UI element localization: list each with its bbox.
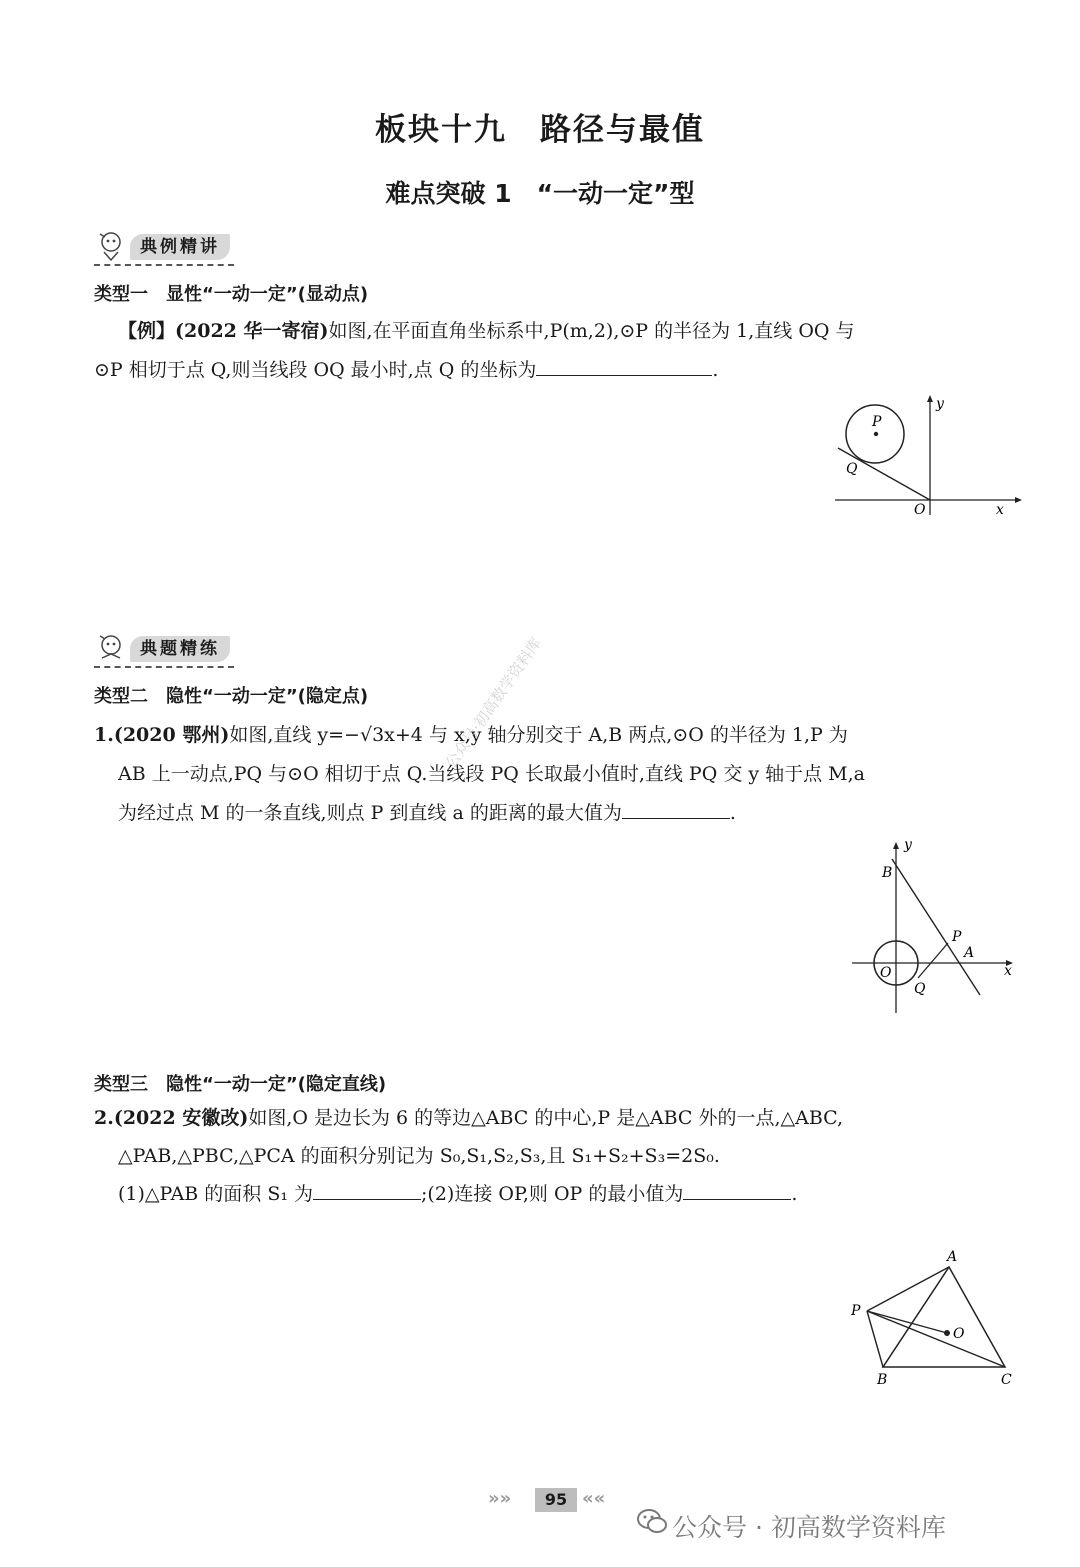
problem-text: 如图,在平面直角坐标系中,P(m,2),⊙P 的半径为 1,直线 OQ 与 — [328, 320, 855, 342]
type2-heading: 类型二 隐性“一动一定”(隐定点) — [94, 686, 369, 707]
label-b: B — [877, 1372, 888, 1388]
problem-text: 如图,O 是边长为 6 的等边△ABC 的中心,P 是△ABC 外的一点,△ABC, — [248, 1107, 844, 1129]
faint-watermark: 公众号·初高数学资料库 — [441, 634, 546, 772]
type3-problem-line2: △PAB,△PBC,△PCA 的面积分别记为 S₀,S₁,S₂,S₃,且 S₁+S₂+S₃=2S₀. — [118, 1145, 720, 1167]
question-2: ;(2)连接 OP,则 OP 的最小值为 — [421, 1183, 684, 1205]
problem-number: 1. — [94, 724, 114, 746]
type2-problem-line2: AB 上一动点,PQ 与⊙O 相切于点 Q.当线段 PQ 长取最小值时,直线 PQ 交 y 轴于点 M,a — [118, 763, 866, 785]
point-o — [944, 1330, 950, 1336]
mascot-icon — [94, 230, 130, 264]
type3-heading: 类型三 隐性“一动一定”(隐定直线) — [94, 1074, 387, 1095]
page-title: 板块十九 路径与最值 — [375, 112, 705, 148]
problem-text: 为经过点 M 的一条直线,则点 P 到直线 a 的距离的最大值为 — [118, 802, 622, 824]
period: . — [712, 359, 719, 381]
label-y: y — [936, 396, 944, 412]
label-b: B — [882, 865, 893, 881]
answer-blank-2[interactable] — [683, 1179, 791, 1200]
example-label: 【例】 — [118, 320, 176, 342]
problem-source: (2022 华一寄宿) — [175, 320, 329, 342]
problem-text: 如图,直线 y=−√3x+4 与 x,y 轴分别交于 A,B 两点,⊙O 的半径为 1,P 为 — [229, 724, 848, 746]
practice-banner — [94, 632, 254, 668]
line-ab — [892, 859, 980, 995]
type3-problem — [94, 1099, 1034, 1138]
banner-divider — [94, 666, 234, 668]
triangle-abc — [883, 1267, 1005, 1367]
label-q: Q — [914, 981, 926, 997]
figure-circle-tangent — [830, 390, 1030, 520]
point-p — [874, 432, 878, 436]
banner-divider — [94, 264, 234, 266]
y-arrow-icon — [893, 842, 899, 849]
type1-problem — [118, 312, 1018, 351]
answer-blank-1[interactable] — [313, 1179, 421, 1200]
segment-pb — [867, 1311, 883, 1367]
problem-number: 2. — [94, 1107, 114, 1129]
example-banner — [94, 230, 254, 266]
page-arrows-right: «« — [582, 1488, 606, 1509]
wechat-icon — [636, 1506, 668, 1536]
type2-problem — [94, 716, 1034, 755]
y-arrow-icon — [927, 395, 933, 402]
label-c: C — [1001, 1372, 1012, 1388]
label-o: O — [953, 1326, 965, 1342]
label-x: x — [996, 502, 1004, 518]
page-number: 95 — [535, 1488, 577, 1512]
label-p: P — [952, 929, 962, 945]
label-x: x — [1004, 963, 1012, 979]
period: . — [729, 802, 736, 824]
example-banner-label: 典例精讲 — [130, 234, 230, 260]
type3-questions — [118, 1175, 1018, 1214]
problem-text: ⊙P 相切于点 Q,则当线段 OQ 最小时,点 Q 的坐标为 — [94, 359, 537, 381]
page-arrows-left: »» — [488, 1488, 512, 1509]
label-o: O — [880, 965, 892, 981]
label-y: y — [904, 837, 912, 853]
period: . — [791, 1183, 798, 1205]
watermark-text: 公众号 · 初高数学资料库 — [672, 1513, 946, 1542]
label-a: A — [964, 945, 975, 961]
answer-blank[interactable] — [622, 798, 730, 819]
figure-line-circle — [848, 835, 1028, 1020]
x-arrow-icon — [1015, 497, 1022, 503]
type2-problem-line3 — [118, 794, 1018, 833]
label-p: P — [872, 414, 882, 430]
problem-source: (2022 安徽改) — [113, 1107, 249, 1129]
type1-problem-line2 — [94, 351, 1014, 390]
label-a: A — [947, 1249, 958, 1265]
question-1: (1)△PAB 的面积 S₁ 为 — [118, 1183, 314, 1205]
label-p: P — [851, 1303, 861, 1319]
mascot-icon — [94, 632, 130, 666]
label-q: Q — [846, 461, 858, 477]
segment-pq — [918, 943, 948, 978]
practice-banner-label: 典题精练 — [130, 636, 230, 662]
label-o: O — [914, 502, 926, 518]
figure-triangle — [845, 1245, 1025, 1390]
answer-blank[interactable] — [536, 355, 712, 376]
problem-source: (2020 鄂州) — [113, 724, 230, 746]
segment-pa — [867, 1267, 949, 1311]
page-subtitle: 难点突破 1 “一动一定”型 — [385, 179, 695, 208]
type1-heading: 类型一 显性“一动一定”(显动点) — [94, 284, 369, 305]
